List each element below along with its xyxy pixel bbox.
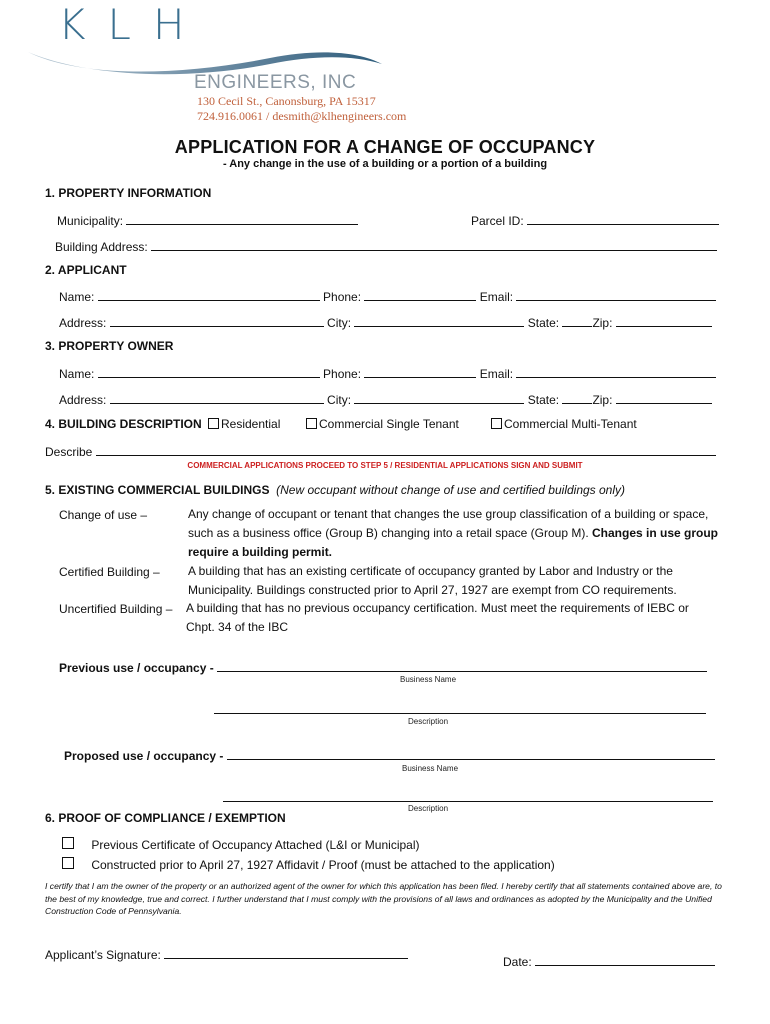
owner-row-2 bbox=[59, 391, 712, 407]
previous-description-caption: Description bbox=[408, 717, 449, 726]
option-residential[interactable] bbox=[208, 417, 280, 431]
previous-use-label: Previous use / occupancy - bbox=[59, 661, 214, 675]
owner-city-field[interactable] bbox=[354, 391, 524, 404]
applicant-row-1 bbox=[59, 288, 716, 304]
proposed-use-label: Proposed use / occupancy - bbox=[64, 749, 224, 763]
section-5-note: (New occupant without change of use and certified buildings only) bbox=[276, 483, 626, 497]
owner-zip-label: Zip: bbox=[592, 393, 613, 407]
def-change-of-use bbox=[188, 505, 720, 562]
page-title: APPLICATION FOR A CHANGE OF OCCUPANCY bbox=[174, 137, 596, 157]
affidavit-label: Constructed prior to April 27, 1927 Affidavit / Proof (must be attached to the application) bbox=[91, 858, 555, 872]
proposed-use-business-field[interactable] bbox=[227, 747, 715, 760]
company-address: 130 Cecil St., Canonsburg, PA 15317 bbox=[197, 94, 376, 108]
applicant-email-field[interactable] bbox=[516, 288, 716, 301]
applicant-zip-field[interactable] bbox=[616, 314, 712, 327]
owner-state-label: State: bbox=[527, 393, 560, 407]
owner-address-label: Address: bbox=[59, 393, 107, 407]
owner-name-field[interactable] bbox=[98, 365, 320, 378]
building-address-field[interactable] bbox=[151, 238, 717, 251]
parcel-id-field[interactable] bbox=[527, 212, 719, 225]
commercial-single-checkbox[interactable] bbox=[306, 418, 317, 429]
owner-city-label: City: bbox=[327, 393, 352, 407]
proposed-business-name-caption: Business Name bbox=[402, 764, 459, 773]
residential-label: Residential bbox=[221, 417, 281, 431]
term-change-of-use: Change of use – bbox=[59, 508, 148, 522]
commercial-notice: COMMERCIAL APPLICATIONS PROCEED TO STEP 5 / RESIDENTIAL APPLICATIONS SIGN AND SUBMIT bbox=[187, 461, 583, 470]
municipality-label: Municipality: bbox=[57, 214, 124, 228]
proof-item-previous-co[interactable] bbox=[62, 837, 420, 852]
owner-email-field[interactable] bbox=[516, 365, 716, 378]
proof-item-affidavit[interactable] bbox=[62, 857, 555, 872]
def-uncertified-building: A building that has no previous occupancy certification. Must meet the requirements of IEBC or Chpt. 34 of the IBC bbox=[186, 601, 689, 634]
def-change-of-use-text: Any change of occupant or tenant that changes the use group classification of a building or space, such as a business office (Group B) changing into a retail space (Group M). bbox=[188, 507, 709, 540]
owner-name-label: Name: bbox=[59, 367, 95, 381]
section-heading-property-owner: 3. PROPERTY OWNER bbox=[45, 339, 174, 353]
date-field[interactable] bbox=[535, 953, 715, 966]
section-heading-existing-commercial: 5. EXISTING COMMERCIAL BUILDINGS bbox=[45, 483, 270, 497]
describe-label: Describe bbox=[45, 445, 93, 459]
page-subtitle: - Any change in the use of a building or a portion of a building bbox=[222, 158, 548, 170]
term-uncertified-building: Uncertified Building – bbox=[59, 602, 173, 616]
applicant-zip-label: Zip: bbox=[592, 316, 613, 330]
parcel-id-label: Parcel ID: bbox=[471, 214, 524, 228]
section-heading-proof-of-compliance: 6. PROOF OF COMPLIANCE / EXEMPTION bbox=[45, 811, 286, 825]
section-5-heading-row bbox=[45, 483, 625, 497]
option-commercial-single[interactable] bbox=[306, 417, 459, 431]
previous-use-row bbox=[59, 659, 707, 675]
section-heading-applicant: 2. APPLICANT bbox=[45, 263, 127, 277]
proposed-use-description-field[interactable] bbox=[223, 789, 713, 802]
applicant-phone-field[interactable] bbox=[364, 288, 476, 301]
applicant-phone-label: Phone: bbox=[323, 290, 362, 304]
previous-description-row bbox=[214, 701, 706, 719]
certification-statement: I certify that I am the owner of the property or an authorized agent of the owner for which this application has been filed. I hereby certify that all statements contained above are, to the best of my knowledge, true and correct. I further understand that I must comply with the provisions of all laws and ordinances as adopted by the Municipality and the Unified Construction Code of Pennsylvania. bbox=[45, 881, 722, 916]
owner-zip-field[interactable] bbox=[616, 391, 712, 404]
def-change-of-use-bold: Changes in use group require a building permit. bbox=[188, 526, 719, 559]
owner-phone-field[interactable] bbox=[364, 365, 476, 378]
applicant-row-2 bbox=[59, 314, 712, 330]
applicant-address-label: Address: bbox=[59, 316, 107, 330]
applicant-city-field[interactable] bbox=[354, 314, 524, 327]
commercial-multi-checkbox[interactable] bbox=[491, 418, 502, 429]
owner-phone-label: Phone: bbox=[323, 367, 362, 381]
previous-business-name-caption: Business Name bbox=[400, 675, 457, 684]
applicant-state-field[interactable] bbox=[562, 314, 592, 327]
applicant-signature-field[interactable] bbox=[164, 946, 408, 959]
date-label: Date: bbox=[503, 955, 532, 969]
term-certified-building: Certified Building – bbox=[59, 565, 160, 579]
applicant-name-label: Name: bbox=[59, 290, 95, 304]
applicant-name-field[interactable] bbox=[98, 288, 320, 301]
proposed-description-caption: Description bbox=[408, 804, 449, 813]
previous-use-business-field[interactable] bbox=[217, 659, 707, 672]
municipality-row bbox=[57, 212, 358, 228]
proposed-description-row bbox=[223, 789, 713, 807]
applicant-state-label: State: bbox=[527, 316, 560, 330]
applicant-signature-label: Applicant’s Signature: bbox=[45, 948, 161, 962]
owner-email-label: Email: bbox=[479, 367, 514, 381]
commercial-single-label: Commercial Single Tenant bbox=[319, 417, 459, 431]
owner-state-field[interactable] bbox=[562, 391, 592, 404]
applicant-signature-row bbox=[45, 946, 408, 962]
section-heading-building-description: 4. BUILDING DESCRIPTION bbox=[45, 417, 202, 431]
municipality-field[interactable] bbox=[126, 212, 358, 225]
residential-checkbox[interactable] bbox=[208, 418, 219, 429]
affidavit-checkbox[interactable] bbox=[62, 857, 74, 869]
parcel-row bbox=[471, 212, 719, 228]
commercial-multi-label: Commercial Multi-Tenant bbox=[504, 417, 637, 431]
owner-row-1 bbox=[59, 365, 716, 381]
previous-co-label: Previous Certificate of Occupancy Attached (L&I or Municipal) bbox=[91, 838, 420, 852]
applicant-city-label: City: bbox=[327, 316, 352, 330]
building-description-row bbox=[45, 417, 202, 431]
section-heading-property-info: 1. PROPERTY INFORMATION bbox=[45, 186, 212, 200]
company-contact: 724.916.0061 / desmith@klhengineers.com bbox=[197, 109, 407, 123]
describe-field[interactable] bbox=[96, 443, 716, 456]
building-address-row bbox=[55, 238, 717, 254]
describe-row bbox=[45, 443, 716, 459]
owner-address-field[interactable] bbox=[110, 391, 324, 404]
building-address-label: Building Address: bbox=[55, 240, 148, 254]
proposed-use-row bbox=[64, 747, 715, 763]
logo-text: KLH bbox=[58, 0, 207, 49]
previous-co-checkbox[interactable] bbox=[62, 837, 74, 849]
applicant-address-field[interactable] bbox=[110, 314, 324, 327]
date-row bbox=[503, 953, 715, 969]
previous-use-description-field[interactable] bbox=[214, 701, 706, 714]
applicant-email-label: Email: bbox=[479, 290, 514, 304]
def-certified-building: A building that has an existing certificate of occupancy granted by Labor and Industry or the Municipality. Buildings constructed prior to April 27, 1927 are exempt from CO requirements. bbox=[188, 564, 677, 597]
option-commercial-multi[interactable] bbox=[491, 417, 637, 431]
company-name: ENGINEERS, INC bbox=[194, 72, 357, 93]
